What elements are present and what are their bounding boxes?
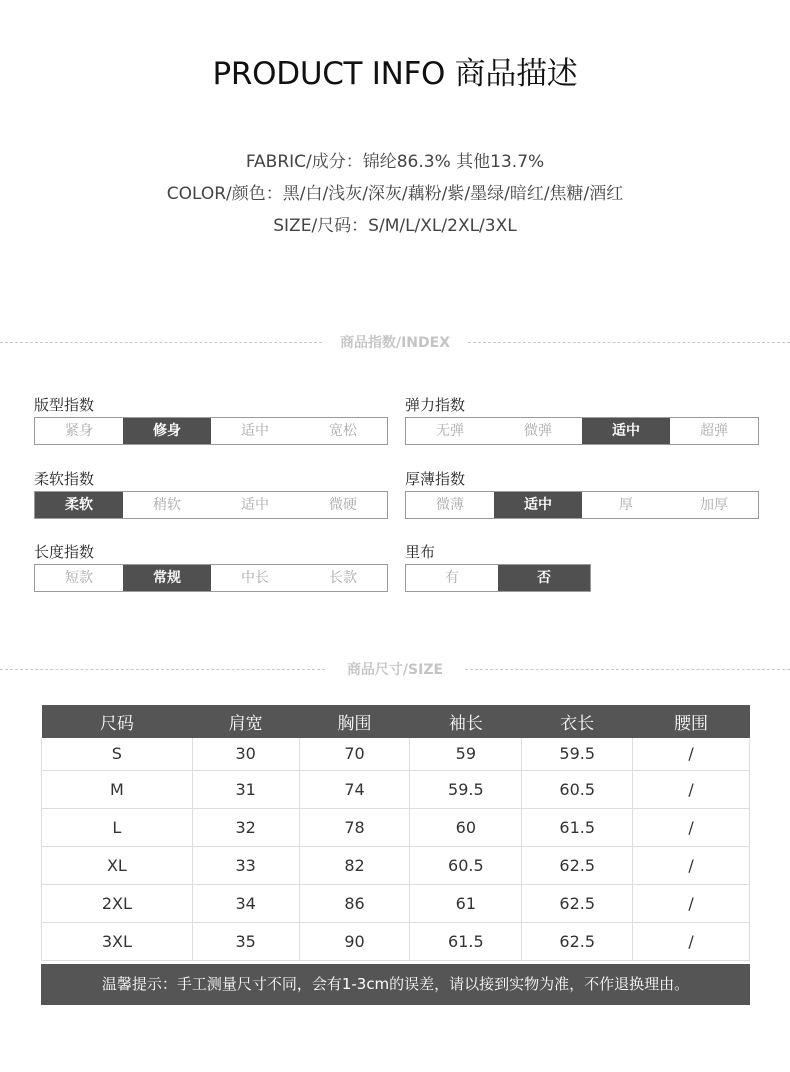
index-group-length (34, 542, 388, 592)
index-option: 微薄 (406, 492, 494, 518)
header-waist: 腰围 (633, 705, 750, 738)
cell-sleeve: 61.5 (410, 922, 522, 960)
header-size: 尺码 (42, 705, 193, 738)
cell-waist: / (633, 770, 750, 808)
fabric-info: FABRIC/成分：锦纶86.3% 其他13.7% (245, 152, 545, 172)
cell-shoulder: 35 (192, 922, 299, 960)
measurement-tip: 温馨提示：手工测量尺寸不同，会有1-3cm的误差，请以接到实物为准，不作退换理由。 (41, 964, 750, 1005)
cell-shoulder: 30 (192, 738, 299, 770)
cell-shoulder: 34 (192, 884, 299, 922)
cell-shoulder: 31 (192, 770, 299, 808)
index-option: 紧身 (35, 418, 123, 444)
cell-waist: / (633, 884, 750, 922)
index-option: 厚 (582, 492, 670, 518)
cell-size: 2XL (42, 884, 193, 922)
size-section-label: 商品尺寸/SIZE (346, 662, 444, 678)
index-group-title: 弹力指数 (405, 396, 466, 414)
cell-waist: / (633, 846, 750, 884)
table-header-row (42, 705, 750, 738)
color-info: COLOR/颜色：黑/白/浅灰/深灰/藕粉/紫/墨绿/暗红/焦糖/酒红 (166, 184, 624, 204)
cell-chest: 82 (299, 846, 410, 884)
table-row (42, 770, 750, 808)
index-option: 微硬 (299, 492, 387, 518)
cell-sleeve: 61 (410, 884, 522, 922)
cell-chest: 70 (299, 738, 410, 770)
size-info: SIZE/尺码：S/M/L/XL/2XL/3XL (273, 216, 517, 236)
table-row (42, 808, 750, 846)
index-section-label: 商品指数/INDEX (339, 335, 451, 351)
index-scale (34, 417, 388, 445)
index-group-title: 柔软指数 (34, 470, 95, 488)
index-option: 无弹 (406, 418, 494, 444)
index-option: 宽松 (299, 418, 387, 444)
header-length: 衣长 (522, 705, 633, 738)
cell-size: XL (42, 846, 193, 884)
index-group-title: 版型指数 (34, 396, 95, 414)
index-option-selected: 否 (498, 565, 590, 591)
cell-sleeve: 60.5 (410, 846, 522, 884)
cell-length: 61.5 (522, 808, 633, 846)
cell-size: 3XL (42, 922, 193, 960)
cell-chest: 74 (299, 770, 410, 808)
index-option-selected: 柔软 (35, 492, 123, 518)
size-section-header (0, 659, 790, 679)
index-option: 有 (406, 565, 498, 591)
index-group-thickness (405, 469, 759, 519)
index-section-header (0, 332, 790, 352)
index-option: 微弹 (494, 418, 582, 444)
cell-length: 62.5 (522, 846, 633, 884)
index-option: 适中 (211, 492, 299, 518)
cell-size: L (42, 808, 193, 846)
index-group-fit (34, 395, 388, 445)
index-group-title: 厚薄指数 (405, 470, 466, 488)
cell-size: M (42, 770, 193, 808)
cell-chest: 90 (299, 922, 410, 960)
index-option: 稍软 (123, 492, 211, 518)
index-option: 超弹 (670, 418, 758, 444)
index-option: 适中 (211, 418, 299, 444)
cell-sleeve: 59 (410, 738, 522, 770)
cell-sleeve: 59.5 (410, 770, 522, 808)
index-scale (34, 491, 388, 519)
cell-waist: / (633, 738, 750, 770)
cell-waist: / (633, 808, 750, 846)
index-option-selected: 修身 (123, 418, 211, 444)
cell-chest: 86 (299, 884, 410, 922)
index-scale (405, 564, 591, 592)
index-group-lining (405, 542, 591, 592)
table-row (42, 738, 750, 770)
divider-right (465, 669, 790, 670)
cell-chest: 78 (299, 808, 410, 846)
cell-shoulder: 33 (192, 846, 299, 884)
cell-size: S (42, 738, 193, 770)
table-row (42, 846, 750, 884)
index-group-elasticity (405, 395, 759, 445)
size-table (41, 705, 750, 961)
index-scale (405, 491, 759, 519)
table-row (42, 884, 750, 922)
index-group-softness (34, 469, 388, 519)
table-row (42, 922, 750, 960)
page-title: PRODUCT INFO 商品描述 (212, 56, 578, 92)
index-scale (405, 417, 759, 445)
index-group-title: 里布 (405, 543, 436, 561)
header-sleeve: 袖长 (410, 705, 522, 738)
index-scale (34, 564, 388, 592)
index-option: 加厚 (670, 492, 758, 518)
header-shoulder: 肩宽 (192, 705, 299, 738)
index-option: 短款 (35, 565, 123, 591)
cell-length: 60.5 (522, 770, 633, 808)
index-group-title: 长度指数 (34, 543, 95, 561)
cell-length: 62.5 (522, 884, 633, 922)
index-option: 长款 (299, 565, 387, 591)
cell-shoulder: 32 (192, 808, 299, 846)
index-option-selected: 适中 (582, 418, 670, 444)
cell-waist: / (633, 922, 750, 960)
cell-length: 62.5 (522, 922, 633, 960)
index-option-selected: 适中 (494, 492, 582, 518)
cell-sleeve: 60 (410, 808, 522, 846)
header-chest: 胸围 (299, 705, 410, 738)
cell-length: 59.5 (522, 738, 633, 770)
divider-right (468, 342, 790, 343)
index-option: 中长 (211, 565, 299, 591)
index-option-selected: 常规 (123, 565, 211, 591)
